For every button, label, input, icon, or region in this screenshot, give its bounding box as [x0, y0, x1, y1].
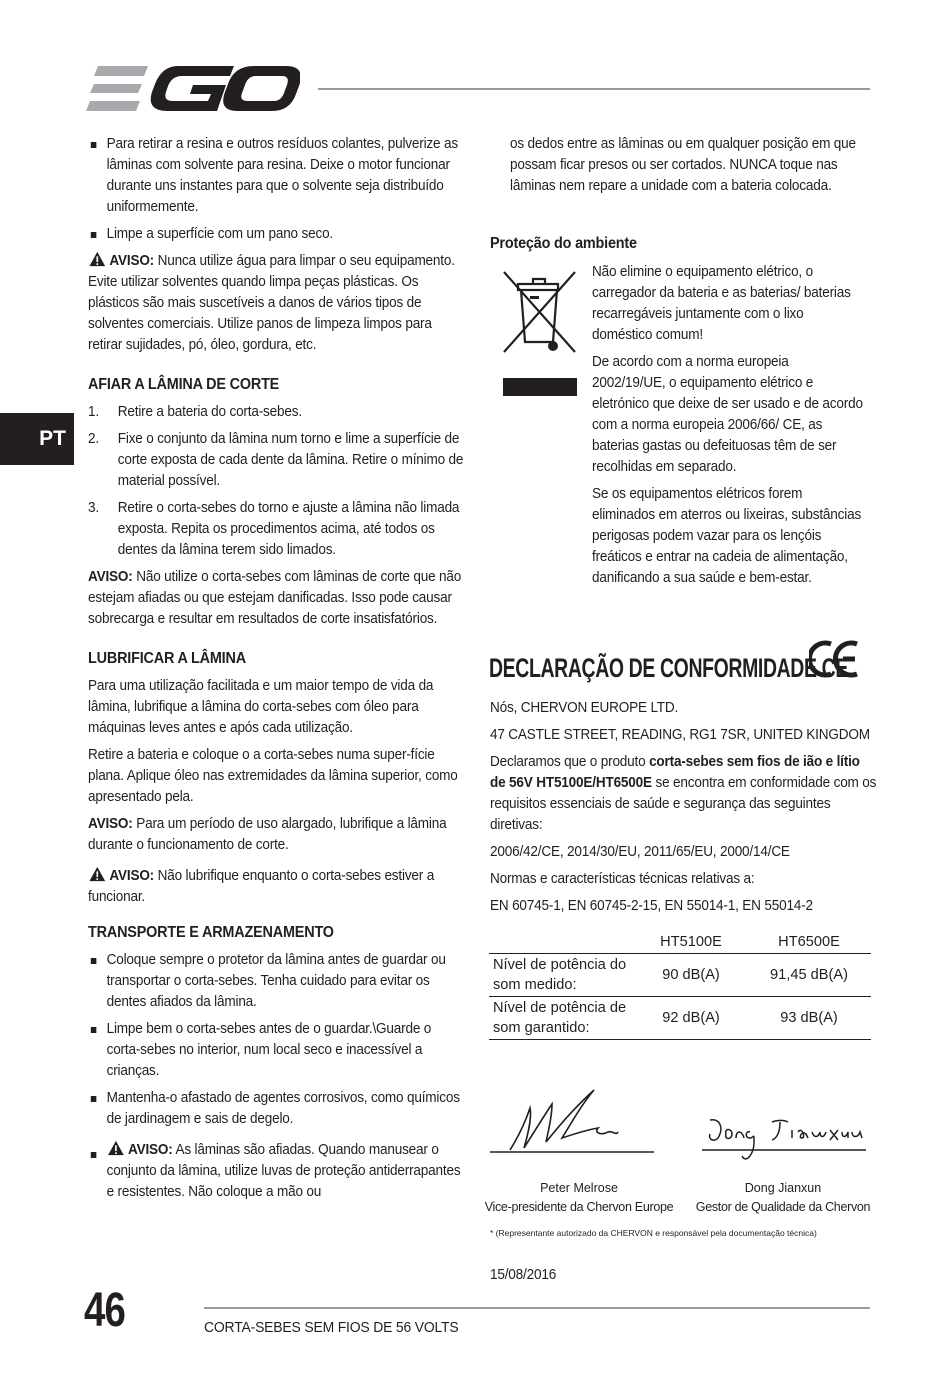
table-cell: 90 dB(A) — [635, 954, 747, 997]
list-item — [88, 1088, 467, 1130]
list-item — [88, 429, 467, 492]
warning-paragraph — [88, 866, 467, 908]
section-heading: TRANSPORTE E ARMAZENAMENTO — [88, 924, 334, 941]
list-item — [88, 402, 467, 423]
table-header-cell: HT5100E — [635, 931, 747, 954]
table-cell: Nível de potência do som medido: — [489, 954, 635, 997]
language-tab — [0, 413, 74, 465]
continued-paragraph: os dedos entre as lâminas ou em qualquer posição em que possam ficar presos ou ser cortados. NUNCA toque nas lâminas nem repare a unidade com a bateria colocada. — [510, 136, 856, 194]
signer-block-1 — [484, 1179, 674, 1217]
paragraph: Se os equipamentos elétricos forem eliminados em aterros ou lixeiras, substâncias perigosas podem vazar para os lençóis freáticos e entrar na cadeia de alimentação, danificando a sua saúde e bem-estar. — [592, 486, 862, 586]
table-row — [489, 954, 871, 997]
table-cell: 91,45 dB(A) — [747, 954, 871, 997]
signature-image — [702, 1108, 866, 1168]
step-number: 1. — [88, 404, 99, 420]
list-item — [88, 950, 467, 1013]
table-header-cell: HT6500E — [747, 931, 871, 954]
paragraph: Para uma utilização facilitada e um maior tempo de vida da lâmina, lubrifique a lâmina do corta-sebes com óleo para máquinas leves antes e após cada utilização. — [88, 678, 434, 736]
signer-role: Gestor de Qualidade da Chervon — [695, 1200, 871, 1214]
bullet-text: Mantenha-o afastado de agentes corrosivos, como químicos de jardinagem e sais de degelo. — [106, 1090, 460, 1127]
warning-text: Não lubrifique enquanto o corta-sebes estiver a funcionar. — [88, 868, 435, 905]
intro-pre: Declaramos que o produto — [490, 754, 650, 770]
environment-heading: Proteção do ambiente — [490, 235, 637, 252]
warning-text: Para um período de uso alargado, lubrifique a lâmina durante o funcionamento de corte. — [88, 816, 447, 853]
footer-title: CORTA-SEBES SEM FIOS DE 56 VOLTS — [204, 1319, 459, 1336]
signature-dong — [702, 1108, 866, 1168]
warning-paragraph — [88, 251, 467, 356]
ego-logo — [86, 64, 300, 114]
list-item — [88, 1019, 467, 1082]
table-row — [489, 997, 871, 1040]
list-item — [88, 498, 467, 561]
signer-name: Dong Jianxun — [744, 1181, 822, 1195]
warning-label: AVISO: — [109, 868, 155, 884]
declaration-intro — [490, 752, 879, 836]
directives: 2006/42/CE, 2014/30/EU, 2011/65/EU, 2000/14/CE — [490, 844, 790, 860]
step-number: 3. — [88, 500, 99, 516]
bullet-text: Para retirar a resina e outros resíduos colantes, pulverize as lâminas com solvente para resina. Deixe o motor funcionar durante uns instantes para que o solvente seja distribuído uniformemente. — [106, 136, 458, 215]
warning-label: AVISO: — [109, 253, 155, 269]
left-column — [88, 134, 467, 1209]
declaration-body — [490, 698, 879, 923]
step-text: Retire o corta-sebes do torno e ajuste a lâmina não limada exposta. Repita os procedimentos acima, até todos os dentes da lâmina terem sido limados. — [117, 500, 460, 558]
warning-paragraph — [88, 814, 467, 856]
declaration-title-row — [489, 648, 889, 688]
environment-text — [592, 262, 865, 595]
paragraph: De acordo com a norma europeia 2002/19/UE, o equipamento elétrico e eletrónico que deixe de ser usado e de acordo com a norma europeia 2006/66/ CE, as baterias gastas ou defeituosas têm de ser recolhidas em separado. — [592, 354, 863, 475]
norms-label: Normas e características técnicas relativas a: — [490, 871, 755, 887]
paragraph: Retire a bateria e coloque o a corta-sebes numa super-fície plana. Aplique óleo nas extremidades da lâmina superior, como apresentado pela. — [88, 747, 458, 805]
step-text: Retire a bateria do corta-sebes. — [117, 404, 302, 420]
warning-text: Não utilize o corta-sebes com lâminas de corte que não estejam afiadas ou que estejam danificadas. Isso pode causar sobrecarga e resultar em resultados de corte insatisfatórios. — [88, 569, 462, 627]
signature-image — [490, 1082, 654, 1154]
intro-post: se encontra em conformidade com os requisitos essenciais de saúde e segurança das seguintes diretivas: — [490, 775, 877, 833]
table-header-cell — [489, 931, 635, 954]
table-cell: 93 dB(A) — [747, 997, 871, 1040]
table-header-row — [489, 931, 871, 954]
warning-text: Nunca utilize água para limpar o seu equipamento. Evite utilizar solventes quando limpa peças plásticas. Os plásticos são mais suscetíveis a danos de vários tipos de solventes comerciais. Utilize panos de limpeza limpos para retirar sujidades, pó, óleo, gordura, etc. — [88, 253, 455, 353]
bullet-text: Coloque sempre o protetor da lâmina antes de guardar ou transportar o corta-sebes. Tenha cuidado para evitar os dentes afiados da lâmina. — [106, 952, 446, 1010]
header-rule — [318, 88, 870, 90]
list-item — [88, 1140, 467, 1203]
page-number: 46 — [84, 1284, 126, 1337]
warning-triangle-icon — [107, 1140, 126, 1156]
noise-table — [489, 931, 871, 1040]
warning-text: As lâminas são afiadas. Quando manusear o conjunto da lâmina, utilize luvas de proteção antiderrapantes e resistentes. Não coloque a mão ou — [106, 1142, 461, 1200]
table-cell: 92 dB(A) — [635, 997, 747, 1040]
warning-paragraph — [88, 567, 467, 630]
step-number: 2. — [88, 431, 99, 447]
paragraph: Não elimine o equipamento elétrico, o carregador da bateria e as baterias/ baterias recarregáveis juntamente com o lixo doméstico comum! — [592, 264, 851, 343]
list-item — [88, 224, 467, 245]
step-text: Fixe o conjunto da lâmina num torno e lime a superfície de corte exposta de cada dente da lâmina. Retire o mínimo de material possível. — [117, 431, 464, 489]
declaration-title: DECLARAÇÃO DE CONFORMIDADE CE — [489, 653, 848, 683]
weee-bin-icon — [503, 266, 577, 398]
footnote: * (Representante autorizado da CHERVON e responsável pela documentação técnica) — [490, 1228, 817, 1238]
signature-melrose — [490, 1082, 654, 1154]
table-cell: Nível de potência de som garantido: — [489, 997, 635, 1040]
norms: EN 60745-1, EN 60745-2-15, EN 55014-1, EN 55014-2 — [490, 898, 813, 914]
warning-triangle-icon — [88, 866, 107, 882]
signer-name: Peter Melrose — [540, 1181, 618, 1195]
section-heading: AFIAR A LÂMINA DE CORTE — [88, 376, 280, 393]
warning-triangle-icon — [88, 251, 107, 267]
language-tab-label: PT — [39, 427, 66, 450]
footer-rule — [204, 1307, 870, 1309]
continued-text — [510, 134, 871, 197]
signer-role: Vice-presidente da Chervon Europe — [484, 1200, 674, 1214]
warning-label: AVISO: — [88, 816, 133, 832]
crossed-bin-icon — [503, 266, 577, 398]
ego-logo-graphic — [86, 64, 300, 114]
declaration-date: 15/08/2016 — [490, 1267, 557, 1283]
bullet-text: Limpe a superfície com um pano seco. — [106, 226, 334, 242]
company-address: 47 CASTLE STREET, READING, RG1 7SR, UNITED KINGDOM — [490, 727, 870, 743]
signer-block-2 — [690, 1179, 876, 1217]
ce-mark-icon — [809, 638, 861, 680]
bullet-text: Limpe bem o corta-sebes antes de o guardar.\Guarde o corta-sebes no interior, num local seco e inacessível a crianças. — [106, 1021, 432, 1079]
warning-label: AVISO: — [127, 1142, 173, 1158]
product-name: corta-sebes sem fios de ião e lítio de 56V HT5100E/HT6500E — [490, 754, 860, 791]
company-name: Nós, CHERVON EUROPE LTD. — [490, 700, 679, 716]
section-heading: LUBRIFICAR A LÂMINA — [88, 650, 246, 667]
list-item — [88, 134, 467, 218]
warning-label: AVISO: — [88, 569, 133, 585]
noise-table-wrap — [489, 931, 871, 1040]
